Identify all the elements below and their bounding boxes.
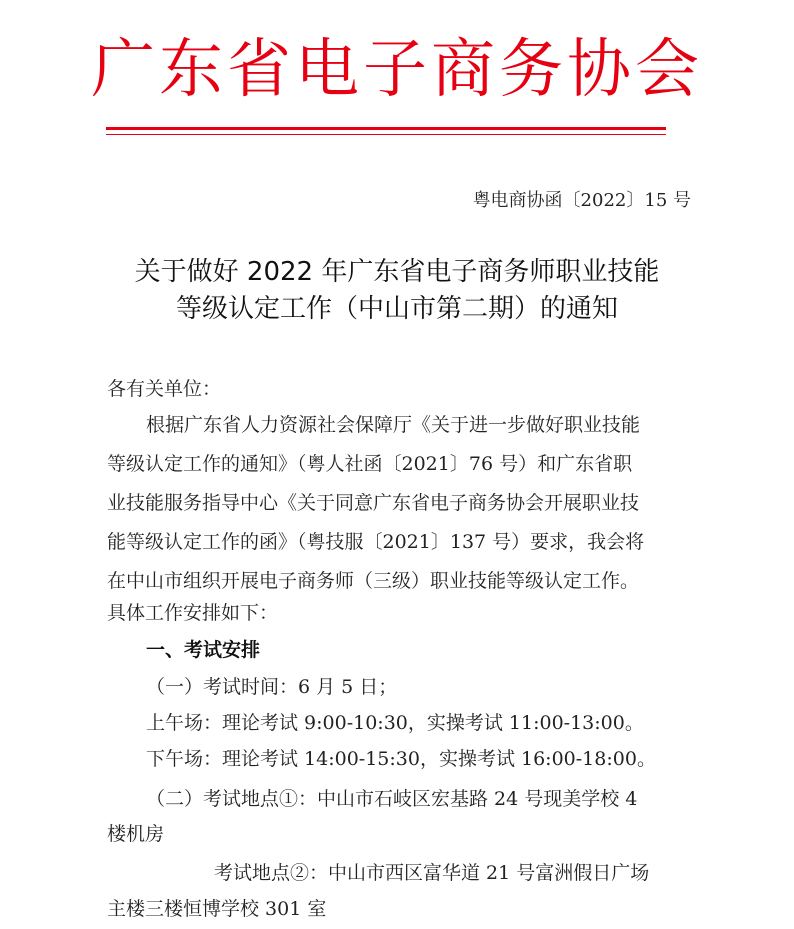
salutation: 各有关单位： (107, 378, 222, 400)
venue-2-line-1: 考试地点②：中山市西区富华道 21 号富洲假日广场 (214, 862, 650, 884)
venue-1-line-1: （二）考试地点①：中山市石岐区宏基路 24 号现美学校 4 (146, 788, 638, 810)
paragraph-line: 具体工作安排如下： (107, 602, 279, 624)
document-number: 粤电商协函〔2022〕15 号 (472, 190, 691, 211)
letterhead-rule-thin (106, 134, 666, 135)
afternoon-session: 下午场：理论考试 14:00-15:30，实操考试 16:00-18:00。 (146, 748, 656, 770)
section-heading: 一、考试安排 (146, 639, 261, 661)
paragraph-line: 等级认定工作的通知》（粤人社函〔2021〕76 号）和广东省职 (107, 453, 633, 475)
exam-time: （一）考试时间：6 月 5 日； (146, 676, 398, 698)
paragraph-line: 业技能服务指导中心《关于同意广东省电子商务协会开展职业技 (107, 492, 640, 514)
letterhead-rule-thick (106, 127, 666, 130)
morning-session: 上午场：理论考试 9:00-10:30，实操考试 11:00-13:00。 (146, 712, 644, 734)
paragraph-line: 在中山市组织开展电子商务师（三级）职业技能等级认定工作。 (107, 570, 640, 592)
paragraph-line: 根据广东省人力资源社会保障厅《关于进一步做好职业技能 (146, 414, 641, 436)
venue-1-line-2: 楼机房 (107, 823, 165, 845)
paragraph-line: 能等级认定工作的函》（粤技服〔2021〕137 号）要求，我会将 (107, 531, 645, 553)
notice-title-line-2: 等级认定工作（中山市第二期）的通知 (175, 294, 618, 324)
notice-title-line-1: 关于做好 2022 年广东省电子商务师职业技能 (134, 257, 660, 287)
venue-2-line-2: 主楼三楼恒博学校 301 室 (107, 898, 327, 920)
letterhead-title: 广东省电子商务协会 (91, 33, 703, 107)
